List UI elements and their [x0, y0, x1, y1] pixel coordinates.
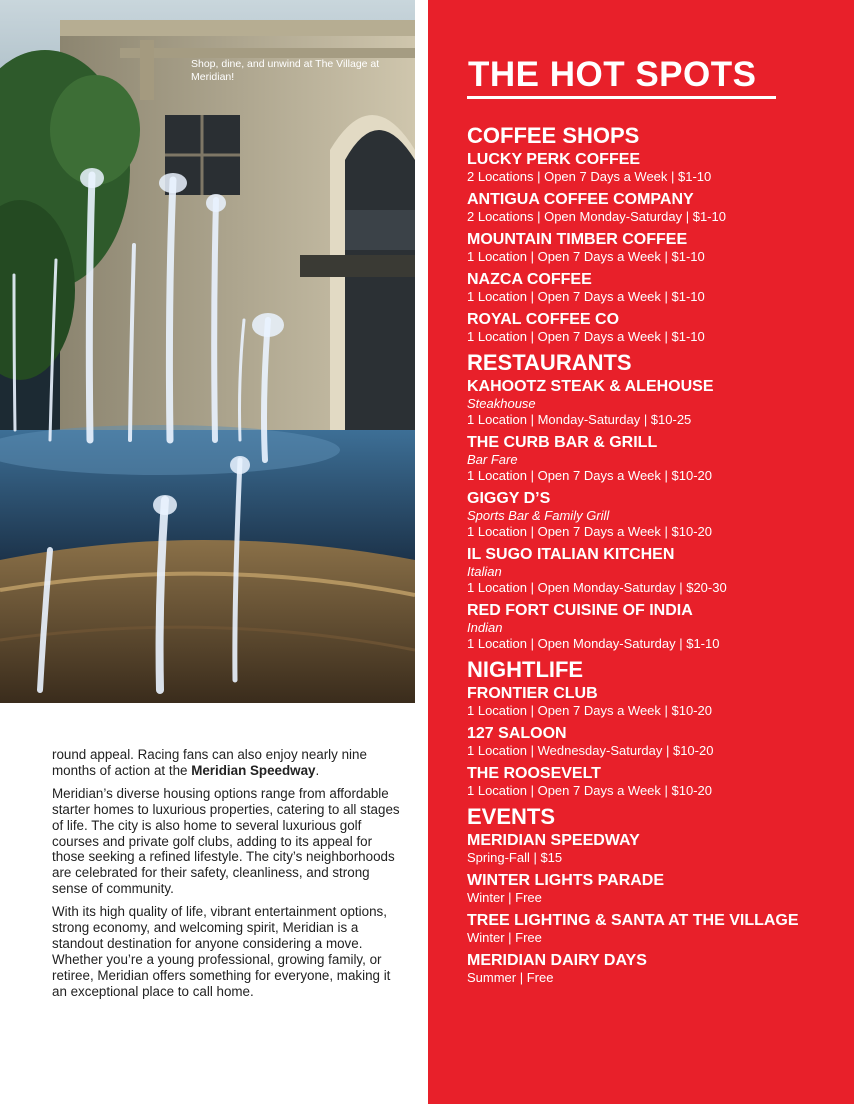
- list-item: [467, 725, 847, 759]
- venue-cuisine: Steakhouse: [467, 396, 536, 411]
- venue-details: 2 Locations | Open Monday-Saturday | $1-10: [467, 209, 726, 224]
- list-item: [467, 191, 847, 225]
- venue-name: THE ROOSEVELT: [467, 765, 601, 782]
- event-details: Winter | Free: [467, 890, 542, 905]
- venue-details: 1 Location | Open 7 Days a Week | $1-10: [467, 249, 705, 264]
- venue-details: 1 Location | Open 7 Days a Week | $10-20: [467, 524, 712, 539]
- venue-name: GIGGY D’S: [467, 490, 551, 507]
- venue-details: 1 Location | Wednesday-Saturday | $10-20: [467, 743, 714, 758]
- list-item: [467, 311, 847, 345]
- venue-cuisine: Italian: [467, 564, 502, 579]
- article-body: [52, 747, 404, 1007]
- event-details: Winter | Free: [467, 930, 542, 945]
- venue-name: MOUNTAIN TIMBER COFFEE: [467, 231, 688, 248]
- event-details: Summer | Free: [467, 970, 554, 985]
- list-item: [467, 952, 847, 986]
- venue-name: IL SUGO ITALIAN KITCHEN: [467, 546, 675, 563]
- venue-details: 1 Location | Open 7 Days a Week | $10-20: [467, 783, 712, 798]
- speedway-emphasis: Meridian Speedway: [191, 762, 316, 778]
- panel-title: THE HOT SPOTS: [468, 55, 757, 94]
- section-heading: COFFEE SHOPS: [467, 123, 640, 148]
- paragraph-text: round appeal. Racing fans can also enjoy nearly nine months of action at the: [52, 747, 367, 778]
- venue-name: NAZCA COFFEE: [467, 271, 592, 288]
- article-paragraph: Meridian’s diverse housing options range from affordable starter homes to luxurious properties, catering to all stages of life. The city is also home to several luxurious golf courses and private golf clubs, adding to its appeal for those seeking a refined lifestyle. The city’s neighborhoods are celebrated for their safety, cleanliness, and strong sense of community.: [52, 785, 400, 897]
- event-name: MERIDIAN DAIRY DAYS: [467, 952, 647, 969]
- list-item: [467, 912, 847, 946]
- section-restaurants: [467, 351, 847, 652]
- list-item: [467, 434, 847, 484]
- venue-name: KAHOOTZ STEAK & ALEHOUSE: [467, 378, 714, 395]
- list-item: [467, 832, 847, 866]
- list-item: [467, 231, 847, 265]
- paragraph-end: .: [315, 762, 320, 778]
- section-events: [467, 805, 847, 986]
- venue-name: 127 SALOON: [467, 725, 567, 742]
- venue-details: 1 Location | Open Monday-Saturday | $20-30: [467, 580, 727, 595]
- fountain-photo-illustration: [0, 0, 415, 703]
- venue-details: 1 Location | Open 7 Days a Week | $1-10: [467, 329, 705, 344]
- hot-spots-list: [467, 124, 847, 992]
- venue-cuisine: Sports Bar & Family Grill: [467, 508, 610, 523]
- venue-name: THE CURB BAR & GRILL: [467, 434, 658, 451]
- list-item: [467, 602, 847, 652]
- section-heading: EVENTS: [467, 804, 556, 829]
- list-item: [467, 490, 847, 540]
- list-item: [467, 765, 847, 799]
- venue-name: LUCKY PERK COFFEE: [467, 151, 641, 168]
- article-paragraph: With its high quality of life, vibrant entertainment options, strong economy, and welcoming spirit, Meridian is a standout destination for anyone considering a move. Whether you’re a young professional, growing family, or retiree, Meridian offers something for everyone, making it an exceptional place to call home.: [52, 904, 391, 999]
- section-nightlife: [467, 658, 847, 799]
- venue-details: 1 Location | Open 7 Days a Week | $10-20: [467, 468, 712, 483]
- venue-cuisine: Bar Fare: [467, 452, 518, 467]
- fountain-photo: [0, 0, 415, 703]
- photo-caption: Shop, dine, and unwind at The Village at Meridian!: [191, 58, 380, 83]
- venue-name: ROYAL COFFEE CO: [467, 311, 620, 328]
- hot-spots-panel: [428, 0, 854, 1104]
- list-item: [467, 685, 847, 719]
- list-item: [467, 546, 847, 596]
- article-paragraph: [52, 747, 404, 779]
- venue-details: 2 Locations | Open 7 Days a Week | $1-10: [467, 169, 712, 184]
- venue-details: 1 Location | Open 7 Days a Week | $10-20: [467, 703, 712, 718]
- list-item: [467, 271, 847, 305]
- list-item: [467, 872, 847, 906]
- event-details: Spring-Fall | $15: [467, 850, 563, 865]
- event-name: TREE LIGHTING & SANTA AT THE VILLAGE: [467, 912, 799, 929]
- venue-name: FRONTIER CLUB: [467, 685, 598, 702]
- section-coffee-shops: [467, 124, 847, 345]
- title-underline: [467, 96, 776, 99]
- venue-details: 1 Location | Open 7 Days a Week | $1-10: [467, 289, 705, 304]
- venue-details: 1 Location | Open Monday-Saturday | $1-10: [467, 636, 720, 651]
- venue-name: RED FORT CUISINE OF INDIA: [467, 602, 693, 619]
- list-item: [467, 378, 847, 428]
- venue-name: ANTIGUA COFFEE COMPANY: [467, 191, 694, 208]
- event-name: MERIDIAN SPEEDWAY: [467, 832, 640, 849]
- venue-cuisine: Indian: [467, 620, 503, 635]
- venue-details: 1 Location | Monday-Saturday | $10-25: [467, 412, 692, 427]
- list-item: [467, 151, 847, 185]
- section-heading: RESTAURANTS: [467, 350, 632, 375]
- section-heading: NIGHTLIFE: [467, 657, 584, 682]
- event-name: WINTER LIGHTS PARADE: [467, 872, 665, 889]
